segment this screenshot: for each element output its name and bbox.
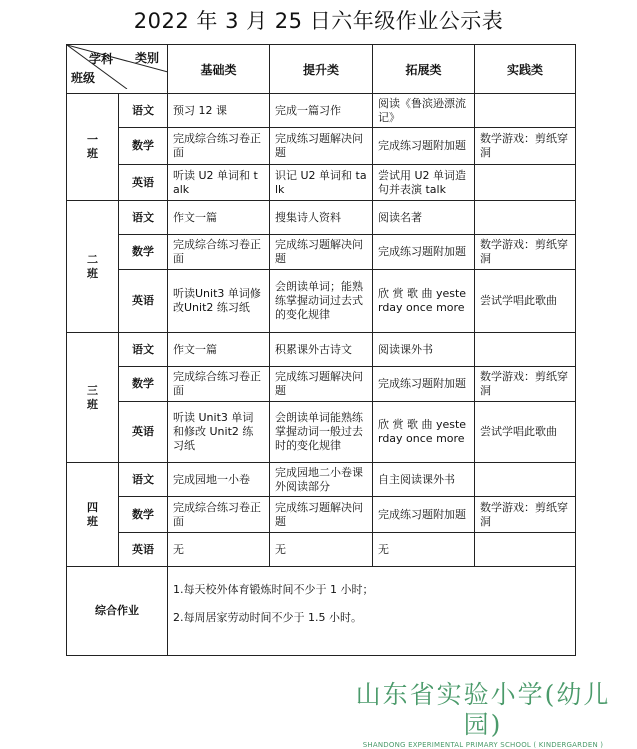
table-row — [67, 165, 576, 201]
comprehensive-line: 1.每天校外体育锻炼时间不少于 1 小时； — [173, 583, 374, 596]
table-row — [67, 463, 576, 497]
class-name-cell — [67, 463, 119, 567]
cell-improve: 完成园地二小卷课外阅读部分 — [270, 463, 373, 497]
cell-practice: 数学游戏：剪纸穿洞 — [475, 128, 576, 165]
class-name-char: 班 — [87, 147, 98, 160]
cell-basic: 听读 U2 单词和 talk — [168, 165, 270, 201]
comprehensive-label: 综合作业 — [67, 567, 168, 656]
table-row — [67, 201, 576, 235]
cell-improve: 完成练习题解决问题 — [270, 128, 373, 165]
subject-cell: 数学 — [119, 128, 168, 165]
class-name-char: 四 — [87, 500, 98, 514]
column-header-basic: 基础类 — [168, 45, 270, 94]
cell-basic: 作文一篇 — [168, 201, 270, 235]
table-row — [67, 94, 576, 128]
subject-cell: 英语 — [119, 165, 168, 201]
cell-basic: 听读 Unit3 单词和修改 Unit2 练习纸 — [168, 402, 270, 463]
subject-cell: 英语 — [119, 270, 168, 333]
table-row — [67, 270, 576, 333]
cell-improve: 无 — [270, 533, 373, 567]
cell-practice — [475, 165, 576, 201]
cell-extend: 阅读名著 — [373, 201, 475, 235]
cell-practice — [475, 533, 576, 567]
column-header-improve: 提升类 — [270, 45, 373, 94]
cell-practice — [475, 201, 576, 235]
subject-cell: 语文 — [119, 333, 168, 367]
column-header-practice: 实践类 — [475, 45, 576, 94]
cell-extend: 尝试用 U2 单词造句并表演 talk — [373, 165, 475, 201]
corner-subject-label: 学科 — [89, 52, 114, 66]
cell-basic: 完成综合练习卷正面 — [168, 497, 270, 533]
header-corner — [67, 45, 168, 94]
subject-cell: 英语 — [119, 533, 168, 567]
table-row — [67, 235, 576, 270]
cell-basic: 完成园地一小卷 — [168, 463, 270, 497]
cell-improve: 完成一篇习作 — [270, 94, 373, 128]
page-title: 2022 年 3 月 25 日六年级作业公示表 — [133, 9, 504, 33]
table-row — [67, 128, 576, 165]
subject-cell: 语文 — [119, 201, 168, 235]
subject-cell: 英语 — [119, 402, 168, 463]
cell-extend: 欣 赏 歌 曲 yesterday once more — [373, 402, 475, 463]
corner-class-label: 班级 — [71, 71, 96, 85]
school-name-en: SHANDONG EXPERIMENTAL PRIMARY SCHOOL ( KINDERGARDEN ) — [362, 741, 604, 749]
cell-basic: 完成综合练习卷正面 — [168, 128, 270, 165]
class-name-cell — [67, 333, 119, 463]
cell-improve: 会朗读单词；能熟练掌握动词过去式的变化规律 — [270, 270, 373, 333]
cell-improve: 会朗读单词能熟练掌握动词一般过去时的变化规律 — [270, 402, 373, 463]
cell-practice — [475, 333, 576, 367]
cell-extend: 自主阅读课外书 — [373, 463, 475, 497]
cell-basic: 听读Unit3 单词修改Unit2 练习纸 — [168, 270, 270, 333]
class-name-cell — [67, 201, 119, 333]
table-row — [67, 402, 576, 463]
cell-extend: 无 — [373, 533, 475, 567]
header-row — [67, 45, 576, 94]
cell-basic: 完成综合练习卷正面 — [168, 367, 270, 402]
class-name-cell — [67, 94, 119, 201]
class-name-char: 班 — [87, 266, 98, 280]
cell-extend: 完成练习题附加题 — [373, 497, 475, 533]
cell-basic: 预习 12 课 — [168, 94, 270, 128]
cell-practice: 尝试学唱此歌曲 — [475, 270, 576, 333]
cell-practice: 数学游戏：剪纸穿洞 — [475, 497, 576, 533]
homework-table — [66, 44, 576, 656]
subject-cell: 语文 — [119, 94, 168, 128]
cell-improve: 完成练习题解决问题 — [270, 235, 373, 270]
cell-improve: 识记 U2 单词和 talk — [270, 165, 373, 201]
subject-cell: 数学 — [119, 497, 168, 533]
corner-category-label: 类别 — [134, 51, 159, 65]
cell-basic: 作文一篇 — [168, 333, 270, 367]
cell-extend: 完成练习题附加题 — [373, 235, 475, 270]
table-row — [67, 333, 576, 367]
cell-practice: 尝试学唱此歌曲 — [475, 402, 576, 463]
class-name-char: 一 — [87, 133, 98, 146]
cell-improve: 完成练习题解决问题 — [270, 367, 373, 402]
table-row — [67, 533, 576, 567]
class-name-char: 二 — [87, 252, 98, 266]
cell-improve: 完成练习题解决问题 — [270, 497, 373, 533]
cell-improve: 积累课外古诗文 — [270, 333, 373, 367]
school-name-cn: 山东省实验小学(幼儿园) — [355, 680, 611, 739]
cell-extend: 完成练习题附加题 — [373, 367, 475, 402]
cell-improve: 搜集诗人资料 — [270, 201, 373, 235]
cell-extend: 完成练习题附加题 — [373, 128, 475, 165]
cell-basic: 无 — [168, 533, 270, 567]
table-row — [67, 367, 576, 402]
column-header-extend: 拓展类 — [373, 45, 475, 94]
school-logo — [338, 680, 628, 749]
comprehensive-row — [67, 567, 576, 656]
table-row — [67, 497, 576, 533]
subject-cell: 语文 — [119, 463, 168, 497]
cell-extend: 欣 赏 歌 曲 yesterday once more — [373, 270, 475, 333]
class-name-char: 班 — [87, 397, 98, 411]
cell-practice — [475, 463, 576, 497]
class-name-char: 三 — [87, 383, 98, 397]
cell-practice: 数学游戏：剪纸穿洞 — [475, 235, 576, 270]
subject-cell: 数学 — [119, 235, 168, 270]
cell-basic: 完成综合练习卷正面 — [168, 235, 270, 270]
cell-practice: 数学游戏：剪纸穿洞 — [475, 367, 576, 402]
comprehensive-line: 2.每周居家劳动时间不少于 1.5 小时。 — [173, 611, 362, 624]
cell-extend: 阅读《鲁滨逊漂流记》 — [373, 94, 475, 128]
cell-practice — [475, 94, 576, 128]
cell-extend: 阅读课外书 — [373, 333, 475, 367]
class-name-char: 班 — [87, 514, 98, 528]
comprehensive-content — [168, 567, 576, 656]
subject-cell: 数学 — [119, 367, 168, 402]
